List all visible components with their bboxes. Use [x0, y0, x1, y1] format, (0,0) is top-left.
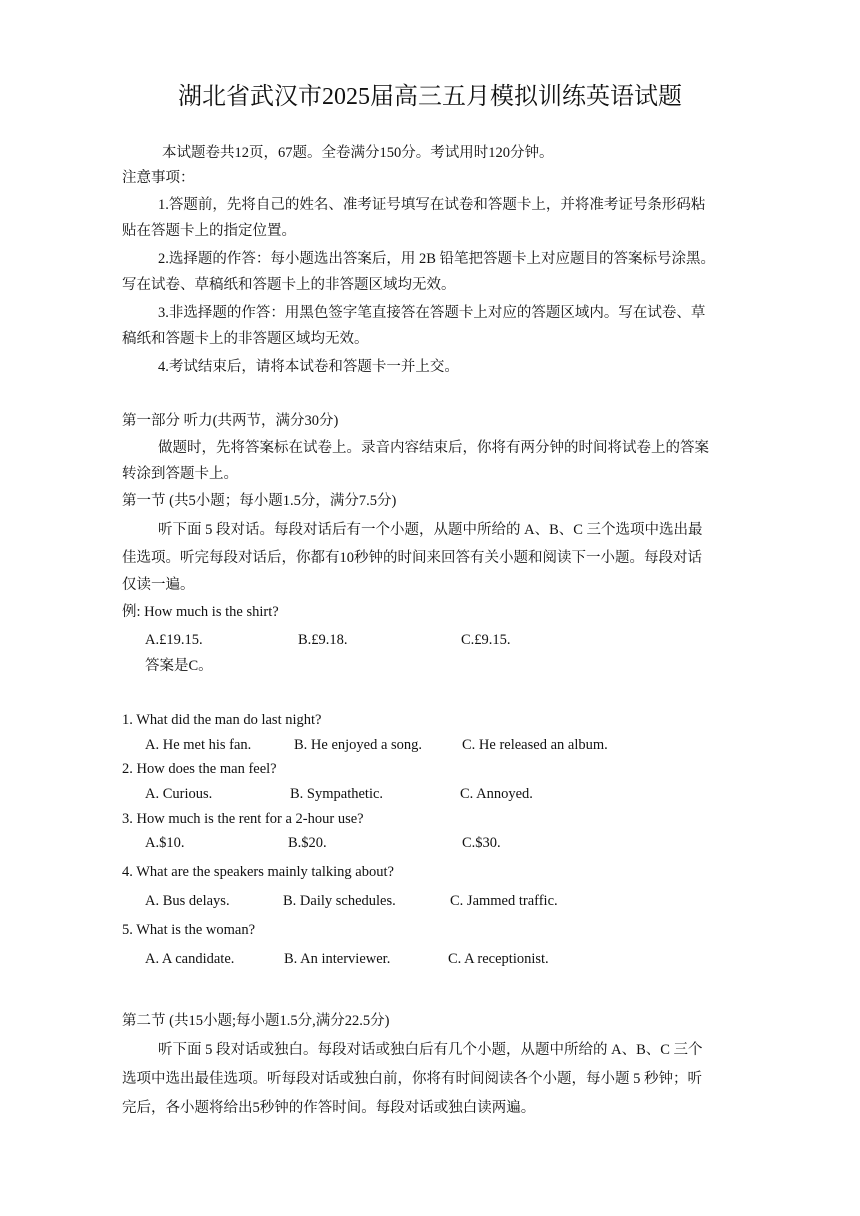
question-3: 3. How much is the rent for a 2-hour use? — [122, 811, 364, 827]
question-3-option-b: B.$20. — [288, 835, 327, 851]
question-5-option-b: B. An interviewer. — [284, 951, 391, 967]
note-2-line-1: 2.选择题的作答：每小题选出答案后，用 2B 铅笔把答题卡上对应题目的答案标号涂黑。 — [158, 251, 716, 267]
question-4-option-c: C. Jammed traffic. — [450, 893, 558, 909]
section2-heading: 第二节 (共15小题;每小题1.5分,满分22.5分) — [122, 1013, 390, 1029]
question-4-option-b: B. Daily schedules. — [283, 893, 396, 909]
question-1: 1. What did the man do last night? — [122, 712, 322, 728]
section1-desc-line-1: 听下面 5 段对话。每段对话后有一个小题，从题中所给的 A、B、C 三个选项中选出最 — [158, 522, 703, 538]
question-5-option-a: A. A candidate. — [145, 951, 235, 967]
section1-desc-line-2: 佳选项。听完每段对话后，你都有10秒钟的时间来回答有关小题和阅读下一小题。每段对话 — [122, 550, 702, 566]
part1-heading: 第一部分 听力(共两节，满分30分) — [122, 413, 339, 429]
question-1-option-b: B. He enjoyed a song. — [294, 737, 423, 753]
section1-desc-line-3: 仅读一遍。 — [122, 577, 195, 593]
example-option-a: A.£19.15. — [145, 632, 203, 648]
question-3-option-a: A.$10. — [145, 835, 185, 851]
question-2-option-b: B. Sympathetic. — [290, 786, 384, 802]
example-option-c: C.£9.15. — [461, 632, 511, 648]
note-3-line-2: 稿纸和答题卡上的非答题区域均无效。 — [122, 331, 369, 347]
section2-desc-line-1: 听下面 5 段对话或独白。每段对话或独白后有几个小题，从题中所给的 A、B、C 三个 — [158, 1042, 703, 1058]
note-1-line-1: 1.答题前，先将自己的姓名、准考证号填写在试卷和答题卡上，并将准考证号条形码粘 — [158, 197, 706, 213]
section2-desc-line-2: 选项中选出最佳选项。听每段对话或独白前，你将有时间阅读各个小题，每小题 5 秒钟；听 — [122, 1071, 702, 1087]
section2-desc-line-3: 完后，各小题将给出5秒钟的作答时间。每段对话或独白读两遍。 — [122, 1100, 536, 1116]
part1-desc-line-2: 转涂到答题卡上。 — [122, 466, 238, 482]
question-3-option-c: C.$30. — [462, 835, 501, 851]
question-2-option-c: C. Annoyed. — [460, 786, 533, 802]
question-1-option-a: A. He met his fan. — [145, 737, 252, 753]
question-4: 4. What are the speakers mainly talking about? — [122, 864, 394, 880]
part1-desc-line-1: 做题时，先将答案标在试卷上。录音内容结束后，你将有两分钟的时间将试卷上的答案 — [158, 440, 709, 456]
example-question: 例: How much is the shirt? — [122, 604, 279, 620]
example-option-b: B.£9.18. — [298, 632, 348, 648]
question-2-option-a: A. Curious. — [145, 786, 213, 802]
section1-heading: 第一节 (共5小题；每小题1.5分，满分7.5分) — [122, 493, 397, 509]
example-answer: 答案是C。 — [145, 658, 213, 674]
question-5-option-c: C. A receptionist. — [448, 951, 549, 967]
question-5: 5. What is the woman? — [122, 922, 256, 938]
page-title: 湖北省武汉市2025届高三五月模拟训练英语试题 — [178, 84, 682, 110]
question-2: 2. How does the man feel? — [122, 761, 277, 777]
note-4-line-1: 4.考试结束后，请将本试卷和答题卡一并上交。 — [158, 359, 459, 375]
note-1-line-2: 贴在答题卡上的指定位置。 — [122, 223, 296, 239]
note-3-line-1: 3.非选择题的作答：用黑色签字笔直接答在答题卡上对应的答题区域内。写在试卷、草 — [158, 305, 706, 321]
question-1-option-c: C. He released an album. — [462, 737, 608, 753]
notes-heading: 注意事项： — [122, 170, 195, 186]
exam-intro: 本试题卷共12页，67题。全卷满分150分。考试用时120分钟。 — [162, 145, 554, 161]
note-2-line-2: 写在试卷、草稿纸和答题卡上的非答题区域均无效。 — [122, 277, 456, 293]
question-4-option-a: A. Bus delays. — [145, 893, 230, 909]
